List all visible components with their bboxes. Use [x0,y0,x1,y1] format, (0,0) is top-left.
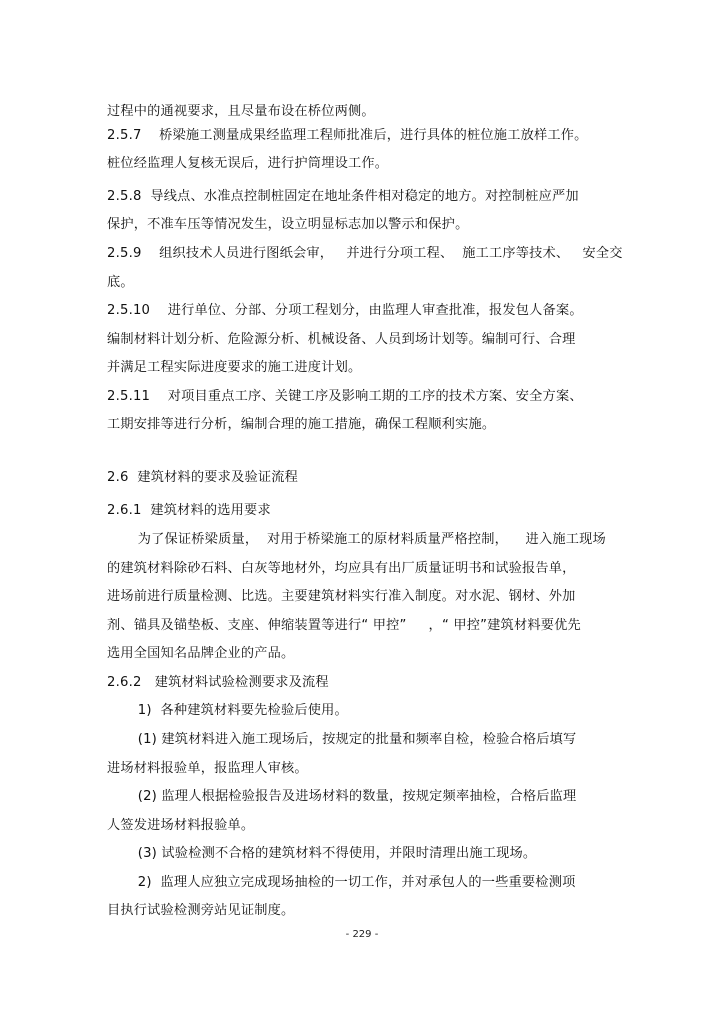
list-item: 1) 各种建筑材料要先检验后使用。 [107,703,348,718]
section-heading-2-6: 2.6 建筑材料的要求及验证流程 [107,470,299,485]
list-item: (2) 监理人根据检验报告及进场材料的数量，按规定频率抽检，合格后监理 [107,789,577,804]
section-2-5-8: 2.5.8 导线点、水准点控制桩固定在地址条件相对稳定的地方。对控制桩应严加 [107,189,579,204]
section-2-5-10: 2.5.10 进行单位、分部、分项工程划分，由监理人审查批准，报发包人备案。 [107,303,583,318]
text-line: 桩位经监理人复核无误后，进行护筒埋设工作。 [107,156,389,171]
subsection-heading-2-6-1: 2.6.1 建筑材料的选用要求 [107,503,271,518]
paragraph-line: 人签发进场材料报验单。 [107,818,255,833]
text-line: 保护，不准车压等情况发生，设立明显标志加以警示和保护。 [107,217,469,232]
page-number: - 229 - [345,929,379,940]
subsection-heading-2-6-2: 2.6.2 建筑材料试验检测要求及流程 [107,675,329,690]
paragraph-line: 进场前进行质量检测、比选。主要建筑材料实行准入制度。对水泥、钢材、外加 [107,589,576,604]
list-item: 2) 监理人应独立完成现场抽检的一切工作，并对承包人的一些重要检测项 [107,875,576,890]
paragraph-line: 剂、锚具及锚垫板、支座、伸缩装置等进行“ 甲控” ，“ 甲控”建筑材料要优先 [107,618,581,633]
text-line: 底。 [107,275,134,290]
paragraph-line: 为了保证桥梁质量， 对用于桥梁施工的原材料质量严格控制， 进入施工现场 [107,532,606,547]
section-2-5-9: 2.5.9 组织技术人员进行图纸会审， 并进行分项工程、 施工工序等技术、 安全交 [107,246,623,261]
list-item: (1) 建筑材料进入施工现场后，按规定的批量和频率自检，检验合格后填写 [107,732,577,747]
paragraph-line: 进场材料报验单，报监理人审核。 [107,761,308,776]
text-line: 过程中的通视要求，且尽量布设在桥位两侧。 [107,104,375,119]
text-line: 并满足工程实际进度要求的施工进度计划。 [107,360,362,375]
paragraph-line: 的建筑材料除砂石料、白灰等地材外，均应具有出厂质量证明书和试验报告单， [107,561,576,576]
text-line: 编制材料计划分析、危险源分析、机械设备、人员到场计划等。编制可行、合理 [107,332,576,347]
section-2-5-11: 2.5.11 对项目重点工序、关键工序及影响工期的工序的技术方案、安全方案、 [107,389,583,404]
paragraph-line: 选用全国知名品牌企业的产品。 [107,646,295,661]
section-2-5-7: 2.5.7 桥梁施工测量成果经监理工程师批准后，进行具体的桩位施工放样工作。 [107,128,588,143]
paragraph-line: 目执行试验检测旁站见证制度。 [107,903,295,918]
text-line: 工期安排等进行分析，编制合理的施工措施，确保工程顺利实施。 [107,417,496,432]
list-item: (3) 试验检测不合格的建筑材料不得使用，并限时清理出施工现场。 [107,846,537,861]
